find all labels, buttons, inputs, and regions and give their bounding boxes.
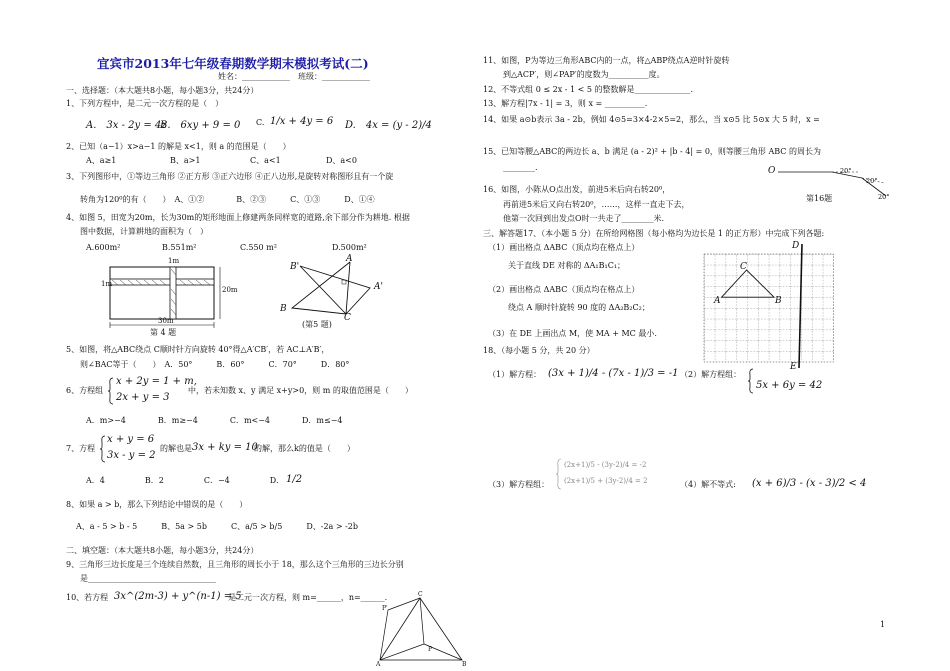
q2-option-a: A、a≥1 xyxy=(86,156,117,165)
q17-part2: （2）画出格点 ΔABC（顶点均在格点上） xyxy=(488,285,640,294)
q18-2-equation: 5x + 6y = 42 xyxy=(756,380,823,391)
fig11-label-a: A xyxy=(376,661,381,668)
q8-options: A、a - 5 > b - 5 B、5a > 5b C、a/5 > b/5 D、-2a > -2b xyxy=(76,522,359,531)
q1-option-d: D. 4x = (y - 2)/4 xyxy=(345,120,432,131)
q18-3-prefix: （3）解方程组： xyxy=(488,480,550,489)
q18-4-inequality: (x + 6)/3 - (x - 3)/2 < 4 xyxy=(752,478,867,489)
q1-option-c: 1/x + 4y = 6 xyxy=(270,116,334,127)
fig4-label-30m: 30m xyxy=(158,317,174,325)
q7-prefix: 7、方程 xyxy=(66,444,96,453)
q1-option-a: A. 3x - 2y = 4z xyxy=(86,120,167,131)
q16-text-line1: 16、如图，小陈从O点出发，前进5米后向右转20⁰， xyxy=(483,185,671,194)
q7-equation-3: 3x + ky = 10 xyxy=(192,442,258,453)
fig5-label-a: A xyxy=(346,254,353,264)
fig11-label-p-prime: P' xyxy=(382,605,388,612)
q7-brace xyxy=(100,435,106,463)
q18-4-prefix: （4）解不等式: xyxy=(680,480,736,489)
grid-label-a: A xyxy=(714,296,721,306)
fig5-caption: (第5 题) xyxy=(302,320,332,329)
q11-text-line2: 到△ACP′，则∠PAP′的度数为__________度。 xyxy=(503,70,665,79)
q18-3-equation-1: (2x+1)/5 - (3y-2)/4 = -2 xyxy=(564,461,647,469)
q7-options: A．4 B．2 C．−4 D． xyxy=(86,476,285,485)
grid-label-c: C xyxy=(740,262,747,272)
fig5-label-a-prime: A' xyxy=(374,282,383,292)
q9-text-line2: 是________________________________ xyxy=(80,574,216,583)
page-title: 宜宾市2013年七年级春期数学期末模拟考试(二) xyxy=(97,56,369,71)
q18-2-prefix: （2）解方程组： xyxy=(680,370,742,379)
q8-text: 8、如果 a > b，那么下列结论中错误的是（ ） xyxy=(66,500,248,509)
q17-part1: （1）画出格点 ΔABC（顶点均在格点上） xyxy=(488,243,640,252)
q3-text-line1: 3、下列图形中，①等边三角形 ②正方形 ③正六边形 ④正八边形,是旋转对称图形且有一个旋 xyxy=(66,172,394,181)
fig5-label-c: C xyxy=(344,313,351,323)
q1-option-c-label: C. xyxy=(256,118,265,127)
q15-text-line1: 15、已知等腰△ABC的两边长 a、b 满足 (a - 2)² + |b - 4| = 0，则等腰三角形 ABC 的周长为 xyxy=(483,147,821,156)
q4-option-d: D.500m² xyxy=(332,243,367,252)
q5-text-line1: 5、如图，将△ABC绕点 C顺时针方向旋转 40°得△A′CB′，若 AC⊥A′B′， xyxy=(66,345,330,354)
fig16-angle-3: 20° xyxy=(878,193,890,201)
q5-text-line2: 则∠BAC等于（ ） A．50° B．60° C．70° D．80° xyxy=(80,360,350,369)
q6-suffix: 中，若未知数 x、y 满足 x+y>0，则 m 的取值范围是（ ） xyxy=(188,386,413,395)
q17-grid-figure xyxy=(704,254,834,368)
section3-heading: 三、解答题17、（本小题 5 分）在所给网格图（每小格均为边长是 1 的正方形）中完成下列各题: xyxy=(483,229,825,238)
q11-text-line1: 11、如图，P为等边三角形ABC内的一点，将△ABP绕点A逆时针旋转 xyxy=(483,56,730,65)
q17-part2-b: 绕点 A 顺时针旋转 90 度的 ΔA₂B₂C₂； xyxy=(508,303,650,312)
section2-heading: 二、填空题：（本大题共8小题，每小题3分，共24分） xyxy=(66,546,259,555)
q16-text-line2: 再前进5米后又向右转20⁰，……，这样一直走下去， xyxy=(503,200,690,209)
section1-heading: 一、选择题：（本大题共8小题，每小题3分，共24分） xyxy=(66,86,259,95)
q10-suffix: 是二元一次方程，则 m=______，n=______. xyxy=(228,593,388,602)
q15-text-line2: ________. xyxy=(503,163,538,172)
q1-text: 1、下列方程中，是二元一次方程的是（ ） xyxy=(66,99,224,108)
q6-prefix: 6、方程组 xyxy=(66,386,104,395)
name-class-field: 姓名：____________ 班级：____________ xyxy=(218,72,370,81)
fig11-label-b: B xyxy=(462,661,467,668)
fig11-label-p: P xyxy=(428,646,433,653)
fig16-angle-2: 20° xyxy=(866,177,878,185)
q17-part1-b: 关于直线 DE 对称的 ΔA₁B₁C₁； xyxy=(508,261,626,270)
q18-1-equation: (3x + 1)/4 - (7x - 1)/3 = -1 xyxy=(548,368,679,379)
q10-equation: 3x^(2m-3) + y^(n-1) = 5 xyxy=(114,591,242,602)
grid-label-e: E xyxy=(790,362,797,372)
q6-brace xyxy=(108,377,114,405)
fig16-caption: 第16题 xyxy=(806,194,833,203)
q4-option-b: B.551m² xyxy=(162,243,197,252)
fig4-label-1m-left: 1m xyxy=(101,280,113,288)
q18-3-equation-2: (2x+1)/5 + (3y-2)/4 = 2 xyxy=(564,477,648,485)
fig16-label-o: O xyxy=(768,166,776,176)
q10-prefix: 10、若方程 xyxy=(66,593,109,602)
q16-text-line3: 他第一次回到出发点O时一共走了________米. xyxy=(503,214,665,223)
q2-option-b: B、a>1 xyxy=(170,156,201,165)
q7-suffix: 的解，那么k的值是（ ） xyxy=(254,444,355,453)
q6-options: A．m>−4 B．m≥−4 C．m<−4 D．m≤−4 xyxy=(86,416,343,425)
q7-option-d: 1/2 xyxy=(286,474,303,485)
fig5-label-b: B xyxy=(280,304,287,314)
q7-equation-2: 3x - y = 2 xyxy=(107,450,156,461)
q18-3-brace xyxy=(556,458,562,490)
q2-option-d: D、a<0 xyxy=(326,156,357,165)
fig4-caption: 第 4 题 xyxy=(150,328,177,337)
q7-equation-1: x + y = 6 xyxy=(107,434,155,445)
q6-equation-2: 2x + y = 3 xyxy=(116,392,170,403)
grid-label-d: D xyxy=(792,241,800,251)
q7-middle: 的解也是 xyxy=(160,444,192,453)
fig4-label-1m-top: 1m xyxy=(168,257,180,265)
q4-text-line2: 图中数据，计算耕地的面积为（ ） xyxy=(80,227,208,236)
q18-1-prefix: （1）解方程： xyxy=(488,370,542,379)
fig4-label-20m: 20m xyxy=(222,286,238,294)
q14-text: 14、如果 a⊙b表示 3a - 2b，例如 4⊙5=3×4-2×5=2，那么，当 x⊙5 比 5⊙x 大 5 时，x = xyxy=(483,115,820,124)
fig16-angle-1: 20° xyxy=(840,167,852,175)
figure-11-triangle-diagram xyxy=(378,592,468,664)
q4-option-a: A.600m² xyxy=(86,243,121,252)
q13-text: 13、解方程|7x - 1| = 3，则 x = __________. xyxy=(483,99,648,108)
q12-text: 12、不等式组 0 ≤ 2x - 1 < 5 的整数解是______________. xyxy=(483,85,694,94)
q6-equation-1: x + 2y = 1 + m, xyxy=(116,376,197,387)
q1-option-b: B. 6xy + 9 = 0 xyxy=(160,120,241,131)
q2-option-c: C、a<1 xyxy=(250,156,281,165)
q18-2-brace xyxy=(748,368,754,394)
q17-part3: （3）在 DE 上画出点 M，使 MA + MC 最小. xyxy=(488,329,657,338)
q9-text-line1: 9、三角形三边长度是三个连续自然数，且三角形的周长小于 18，那么这个三角形的三边长分别 xyxy=(66,560,404,569)
fig11-label-c: C xyxy=(418,591,423,598)
q2-text: 2、已知（a−1）x>a−1 的解是 x<1，则 a 的范围是（ ） xyxy=(66,142,291,151)
q18-heading: 18、（每小题 5 分，共 20 分） xyxy=(483,346,595,355)
q4-text-line1: 4、如图 5，田宽为20m，长为30m的矩形地面上修建两条同样宽的道路,余下部分作为耕地. 根据 xyxy=(66,213,410,222)
grid-label-b: B xyxy=(775,296,782,306)
q3-text-line2: 转角为120⁰的有（ ） A、①② B、②③ C、①③ D、①④ xyxy=(80,195,375,204)
fig5-label-b-prime: B' xyxy=(290,262,300,272)
page-number: 1 xyxy=(880,620,886,629)
q4-option-c: C.550 m² xyxy=(240,243,277,252)
